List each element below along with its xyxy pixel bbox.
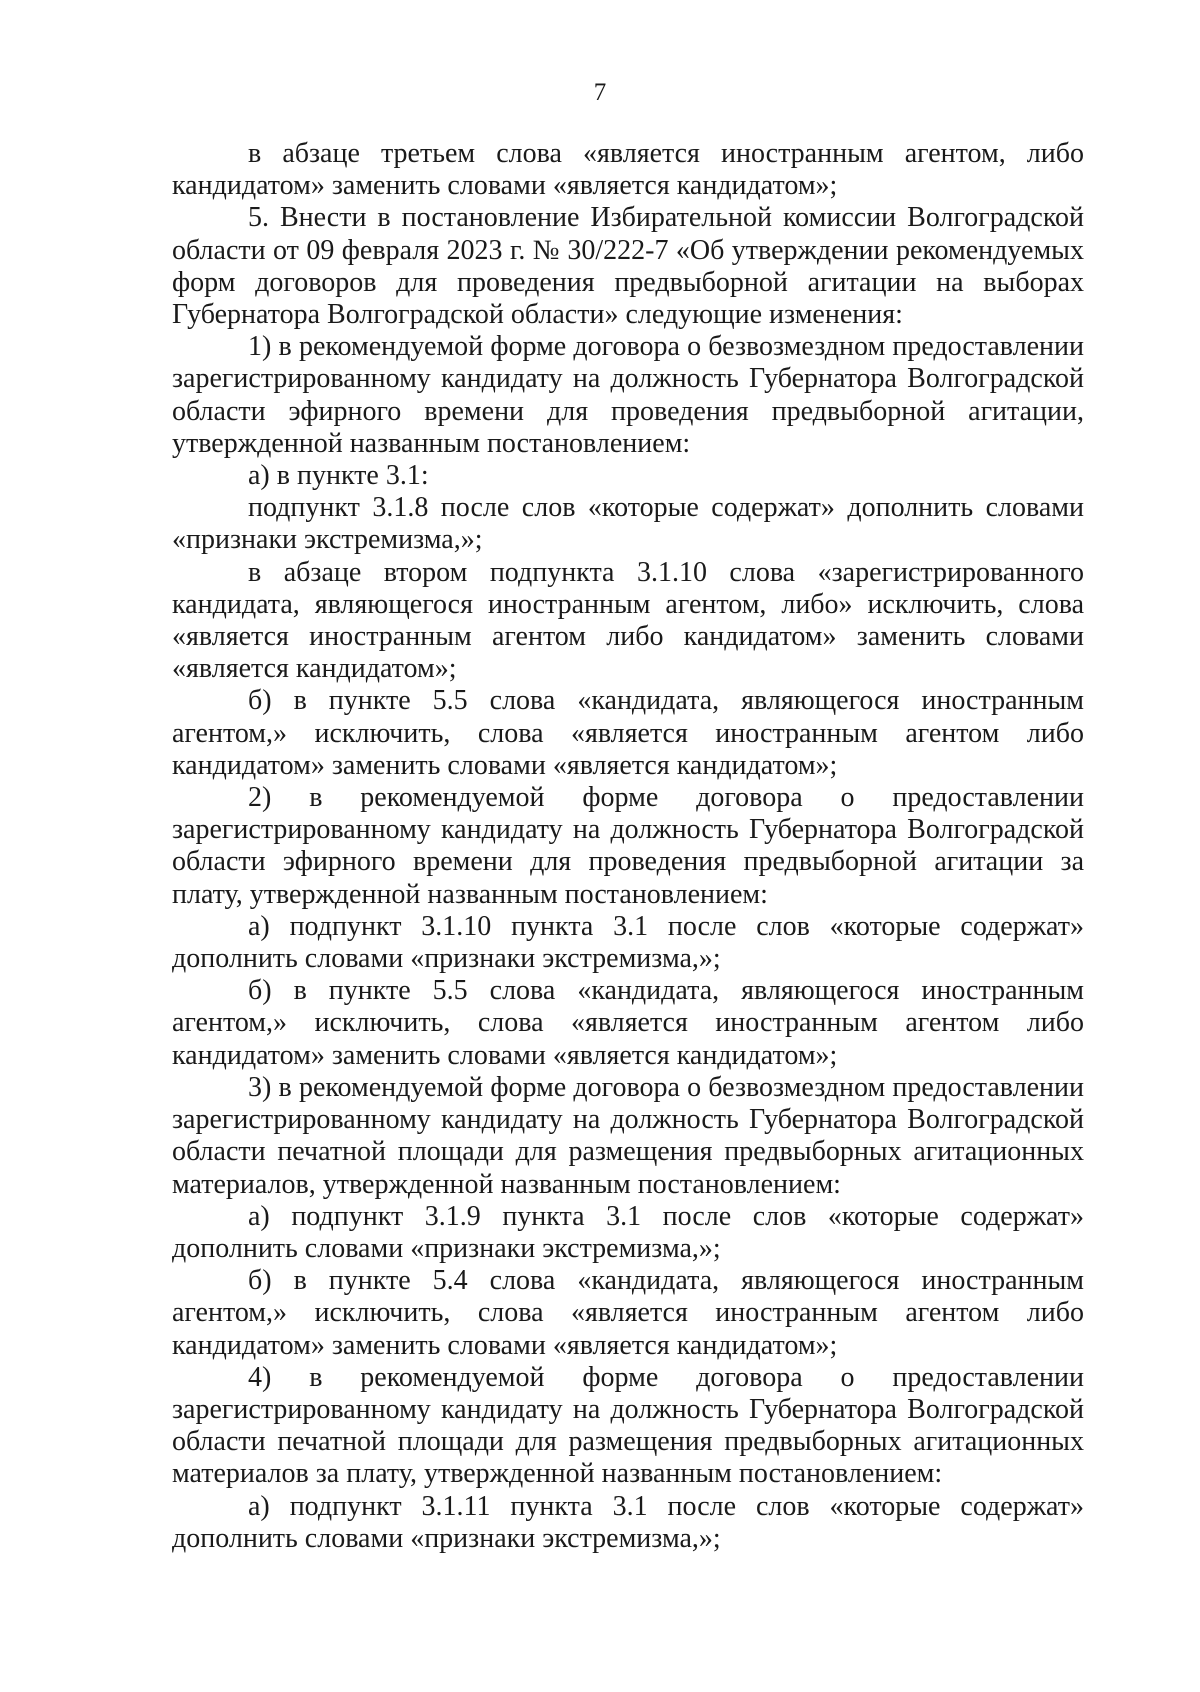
paragraph: а) подпункт 3.1.11 пункта 3.1 после слов «которые содержат» дополнить словами «признаки экстремизма,»; [172, 1490, 1084, 1554]
page-number: 7 [593, 79, 607, 106]
paragraph: а) подпункт 3.1.10 пункта 3.1 после слов «которые содержат» дополнить словами «признаки экстремизма,»; [172, 910, 1084, 975]
paragraph: в абзаце третьем слова «является иностранным агентом, либо кандидатом» заменить словами «является кандидатом»; [172, 138, 1084, 202]
paragraph: 3) в рекомендуемой форме договора о безвозмездном предоставлении зарегистрированному кандидату на должность Губернатора Волгоградской области печатной площади для размещения предвыборных агитационных материалов, утвержденной названным постановлением: [172, 1071, 1084, 1200]
paragraph: б) в пункте 5.5 слова «кандидата, являющегося иностранным агентом,» исключить, слова «является иностранным агентом либо кандидатом» заменить словами «является кандидатом»; [172, 685, 1084, 781]
paragraph: б) в пункте 5.4 слова «кандидата, являющегося иностранным агентом,» исключить, слова «является иностранным агентом либо кандидатом» заменить словами «является кандидатом»; [172, 1265, 1084, 1361]
paragraph: а) подпункт 3.1.9 пункта 3.1 после слов «которые содержат» дополнить словами «признаки экстремизма,»; [172, 1200, 1084, 1264]
paragraph: в абзаце втором подпункта 3.1.10 слова «зарегистрированного кандидата, являющегося иностранным агентом, либо» исключить, слова «является иностранным агентом либо кандидатом» заменить словами «является кандидатом»; [172, 556, 1084, 685]
paragraph: а) в пункте 3.1: [248, 460, 429, 492]
document-body [172, 138, 1084, 1555]
paragraph: 4) в рекомендуемой форме договора о предоставлении зарегистрированному кандидату на должность Губернатора Волгоградской области печатной площади для размещения предвыборных агитационных материалов за плату, утвержденной названным постановлением: [172, 1361, 1084, 1490]
paragraph: 2) в рекомендуемой форме договора о предоставлении зарегистрированному кандидату на должность Губернатора Волгоградской области эфирного времени для проведения предвыборной агитации за плату, утвержденной названным постановлением: [172, 782, 1084, 910]
paragraph: б) в пункте 5.5 слова «кандидата, являющегося иностранным агентом,» исключить, слова «является иностранным агентом либо кандидатом» заменить словами «является кандидатом»; [172, 975, 1084, 1071]
paragraph: 1) в рекомендуемой форме договора о безвозмездном предоставлении зарегистрированному кандидату на должность Губернатора Волгоградской области эфирного времени для проведения предвыборной агитации, утвержденной названным постановлением: [172, 331, 1084, 459]
paragraph: 5. Внести в постановление Избирательной комиссии Волгоградской области от 09 февраля 2023 г. № 30/222-7 «Об утверждении рекомендуемых форм договоров для проведения предвыборной агитации на выборах Губернатора Волгоградской области» следующие изменения: [172, 202, 1084, 331]
paragraph: подпункт 3.1.8 после слов «которые содержат» дополнить словами «признаки экстремизма,»; [172, 492, 1084, 556]
